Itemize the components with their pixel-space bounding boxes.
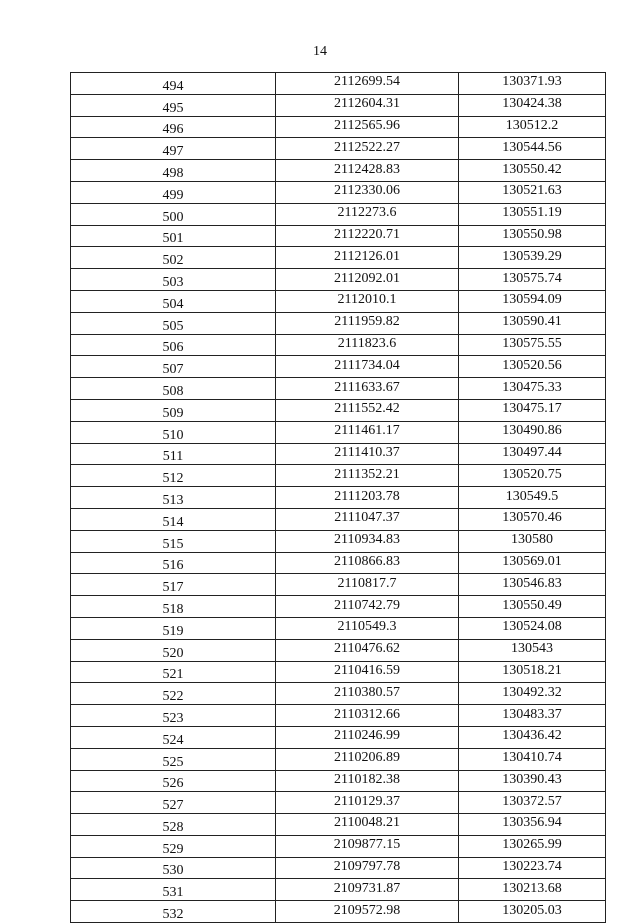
x-coordinate-cell: 2111552.42 bbox=[276, 399, 459, 421]
table-row bbox=[71, 814, 606, 836]
y-coordinate-cell: 130544.56 bbox=[459, 138, 606, 160]
point-number-cell: 512 bbox=[71, 465, 276, 487]
x-coordinate-cell: 2111047.37 bbox=[276, 508, 459, 530]
y-coordinate-cell: 130575.74 bbox=[459, 269, 606, 291]
table-row bbox=[71, 421, 606, 443]
table-row bbox=[71, 726, 606, 748]
x-coordinate-cell: 2112428.83 bbox=[276, 160, 459, 182]
point-number-cell: 506 bbox=[71, 334, 276, 356]
y-coordinate-cell: 130371.93 bbox=[459, 73, 606, 95]
x-coordinate-cell: 2112010.1 bbox=[276, 290, 459, 312]
y-coordinate-cell: 130356.94 bbox=[459, 814, 606, 836]
x-coordinate-cell: 2110206.89 bbox=[276, 748, 459, 770]
table-row bbox=[71, 443, 606, 465]
point-number-cell: 502 bbox=[71, 247, 276, 269]
point-number-cell: 530 bbox=[71, 857, 276, 879]
y-coordinate-cell: 130492.32 bbox=[459, 683, 606, 705]
y-coordinate-cell: 130265.99 bbox=[459, 835, 606, 857]
y-coordinate-cell: 130521.63 bbox=[459, 181, 606, 203]
point-number-cell: 527 bbox=[71, 792, 276, 814]
y-coordinate-cell: 130436.42 bbox=[459, 726, 606, 748]
y-coordinate-cell: 130570.46 bbox=[459, 508, 606, 530]
y-coordinate-cell: 130539.29 bbox=[459, 247, 606, 269]
y-coordinate-cell: 130549.5 bbox=[459, 487, 606, 509]
x-coordinate-cell: 2112604.31 bbox=[276, 94, 459, 116]
y-coordinate-cell: 130569.01 bbox=[459, 552, 606, 574]
point-number-cell: 511 bbox=[71, 443, 276, 465]
y-coordinate-cell: 130372.57 bbox=[459, 792, 606, 814]
point-number-cell: 496 bbox=[71, 116, 276, 138]
x-coordinate-cell: 2112522.27 bbox=[276, 138, 459, 160]
point-number-cell: 517 bbox=[71, 574, 276, 596]
x-coordinate-cell: 2110476.62 bbox=[276, 639, 459, 661]
x-coordinate-cell: 2111410.37 bbox=[276, 443, 459, 465]
y-coordinate-cell: 130205.03 bbox=[459, 901, 606, 923]
x-coordinate-cell: 2112699.54 bbox=[276, 73, 459, 95]
table-row bbox=[71, 290, 606, 312]
table-row bbox=[71, 748, 606, 770]
table-row bbox=[71, 312, 606, 334]
x-coordinate-cell: 2110742.79 bbox=[276, 596, 459, 618]
coordinate-table bbox=[70, 72, 606, 923]
y-coordinate-cell: 130550.42 bbox=[459, 160, 606, 182]
table-row bbox=[71, 465, 606, 487]
point-number-cell: 524 bbox=[71, 726, 276, 748]
table-row bbox=[71, 879, 606, 901]
point-number-cell: 507 bbox=[71, 356, 276, 378]
table-row bbox=[71, 160, 606, 182]
x-coordinate-cell: 2112126.01 bbox=[276, 247, 459, 269]
y-coordinate-cell: 130518.21 bbox=[459, 661, 606, 683]
point-number-cell: 500 bbox=[71, 203, 276, 225]
table-row bbox=[71, 203, 606, 225]
table-row bbox=[71, 530, 606, 552]
table-row bbox=[71, 181, 606, 203]
table-row bbox=[71, 857, 606, 879]
x-coordinate-cell: 2111352.21 bbox=[276, 465, 459, 487]
point-number-cell: 497 bbox=[71, 138, 276, 160]
y-coordinate-cell: 130424.38 bbox=[459, 94, 606, 116]
x-coordinate-cell: 2112273.6 bbox=[276, 203, 459, 225]
table-row bbox=[71, 596, 606, 618]
x-coordinate-cell: 2110416.59 bbox=[276, 661, 459, 683]
y-coordinate-cell: 130512.2 bbox=[459, 116, 606, 138]
x-coordinate-cell: 2111633.67 bbox=[276, 378, 459, 400]
table-row bbox=[71, 792, 606, 814]
x-coordinate-cell: 2111734.04 bbox=[276, 356, 459, 378]
x-coordinate-cell: 2111203.78 bbox=[276, 487, 459, 509]
table-row bbox=[71, 552, 606, 574]
x-coordinate-cell: 2112565.96 bbox=[276, 116, 459, 138]
y-coordinate-cell: 130543 bbox=[459, 639, 606, 661]
table-row bbox=[71, 617, 606, 639]
x-coordinate-cell: 2110246.99 bbox=[276, 726, 459, 748]
point-number-cell: 525 bbox=[71, 748, 276, 770]
point-number-cell: 498 bbox=[71, 160, 276, 182]
point-number-cell: 508 bbox=[71, 378, 276, 400]
x-coordinate-cell: 2110048.21 bbox=[276, 814, 459, 836]
x-coordinate-cell: 2112092.01 bbox=[276, 269, 459, 291]
table-row bbox=[71, 138, 606, 160]
x-coordinate-cell: 2110129.37 bbox=[276, 792, 459, 814]
point-number-cell: 503 bbox=[71, 269, 276, 291]
point-number-cell: 528 bbox=[71, 814, 276, 836]
y-coordinate-cell: 130580 bbox=[459, 530, 606, 552]
point-number-cell: 518 bbox=[71, 596, 276, 618]
y-coordinate-cell: 130213.68 bbox=[459, 879, 606, 901]
table-row bbox=[71, 73, 606, 95]
table-row bbox=[71, 225, 606, 247]
y-coordinate-cell: 130520.75 bbox=[459, 465, 606, 487]
point-number-cell: 531 bbox=[71, 879, 276, 901]
point-number-cell: 532 bbox=[71, 901, 276, 923]
y-coordinate-cell: 130524.08 bbox=[459, 617, 606, 639]
point-number-cell: 505 bbox=[71, 312, 276, 334]
y-coordinate-cell: 130490.86 bbox=[459, 421, 606, 443]
point-number-cell: 513 bbox=[71, 487, 276, 509]
table-row bbox=[71, 247, 606, 269]
point-number-cell: 520 bbox=[71, 639, 276, 661]
point-number-cell: 523 bbox=[71, 705, 276, 727]
x-coordinate-cell: 2111823.6 bbox=[276, 334, 459, 356]
y-coordinate-cell: 130546.83 bbox=[459, 574, 606, 596]
table-row bbox=[71, 661, 606, 683]
table-body bbox=[71, 73, 606, 923]
x-coordinate-cell: 2109877.15 bbox=[276, 835, 459, 857]
y-coordinate-cell: 130590.41 bbox=[459, 312, 606, 334]
x-coordinate-cell: 2110934.83 bbox=[276, 530, 459, 552]
point-number-cell: 514 bbox=[71, 508, 276, 530]
point-number-cell: 495 bbox=[71, 94, 276, 116]
table-row bbox=[71, 835, 606, 857]
table-row bbox=[71, 901, 606, 923]
x-coordinate-cell: 2109572.98 bbox=[276, 901, 459, 923]
y-coordinate-cell: 130390.43 bbox=[459, 770, 606, 792]
x-coordinate-cell: 2112330.06 bbox=[276, 181, 459, 203]
table-row bbox=[71, 269, 606, 291]
table-row bbox=[71, 356, 606, 378]
x-coordinate-cell: 2112220.71 bbox=[276, 225, 459, 247]
point-number-cell: 516 bbox=[71, 552, 276, 574]
table-row bbox=[71, 399, 606, 421]
point-number-cell: 522 bbox=[71, 683, 276, 705]
x-coordinate-cell: 2110182.38 bbox=[276, 770, 459, 792]
point-number-cell: 501 bbox=[71, 225, 276, 247]
table-row bbox=[71, 770, 606, 792]
x-coordinate-cell: 2110380.57 bbox=[276, 683, 459, 705]
y-coordinate-cell: 130497.44 bbox=[459, 443, 606, 465]
point-number-cell: 510 bbox=[71, 421, 276, 443]
y-coordinate-cell: 130475.33 bbox=[459, 378, 606, 400]
y-coordinate-cell: 130520.56 bbox=[459, 356, 606, 378]
x-coordinate-cell: 2110817.7 bbox=[276, 574, 459, 596]
point-number-cell: 494 bbox=[71, 73, 276, 95]
x-coordinate-cell: 2109731.87 bbox=[276, 879, 459, 901]
x-coordinate-cell: 2110312.66 bbox=[276, 705, 459, 727]
table-row bbox=[71, 574, 606, 596]
table-row bbox=[71, 116, 606, 138]
table-row bbox=[71, 334, 606, 356]
point-number-cell: 519 bbox=[71, 617, 276, 639]
y-coordinate-cell: 130550.98 bbox=[459, 225, 606, 247]
x-coordinate-cell: 2109797.78 bbox=[276, 857, 459, 879]
point-number-cell: 521 bbox=[71, 661, 276, 683]
x-coordinate-cell: 2110866.83 bbox=[276, 552, 459, 574]
table-row bbox=[71, 94, 606, 116]
x-coordinate-cell: 2110549.3 bbox=[276, 617, 459, 639]
y-coordinate-cell: 130594.09 bbox=[459, 290, 606, 312]
point-number-cell: 509 bbox=[71, 399, 276, 421]
table-row bbox=[71, 639, 606, 661]
y-coordinate-cell: 130550.49 bbox=[459, 596, 606, 618]
page-number: 14 bbox=[313, 44, 327, 59]
y-coordinate-cell: 130575.55 bbox=[459, 334, 606, 356]
table-row bbox=[71, 683, 606, 705]
point-number-cell: 515 bbox=[71, 530, 276, 552]
y-coordinate-cell: 130483.37 bbox=[459, 705, 606, 727]
x-coordinate-cell: 2111959.82 bbox=[276, 312, 459, 334]
point-number-cell: 526 bbox=[71, 770, 276, 792]
x-coordinate-cell: 2111461.17 bbox=[276, 421, 459, 443]
y-coordinate-cell: 130223.74 bbox=[459, 857, 606, 879]
point-number-cell: 499 bbox=[71, 181, 276, 203]
point-number-cell: 529 bbox=[71, 835, 276, 857]
y-coordinate-cell: 130410.74 bbox=[459, 748, 606, 770]
table-row bbox=[71, 487, 606, 509]
table-row bbox=[71, 705, 606, 727]
y-coordinate-cell: 130475.17 bbox=[459, 399, 606, 421]
table-row bbox=[71, 378, 606, 400]
table-row bbox=[71, 508, 606, 530]
y-coordinate-cell: 130551.19 bbox=[459, 203, 606, 225]
point-number-cell: 504 bbox=[71, 290, 276, 312]
